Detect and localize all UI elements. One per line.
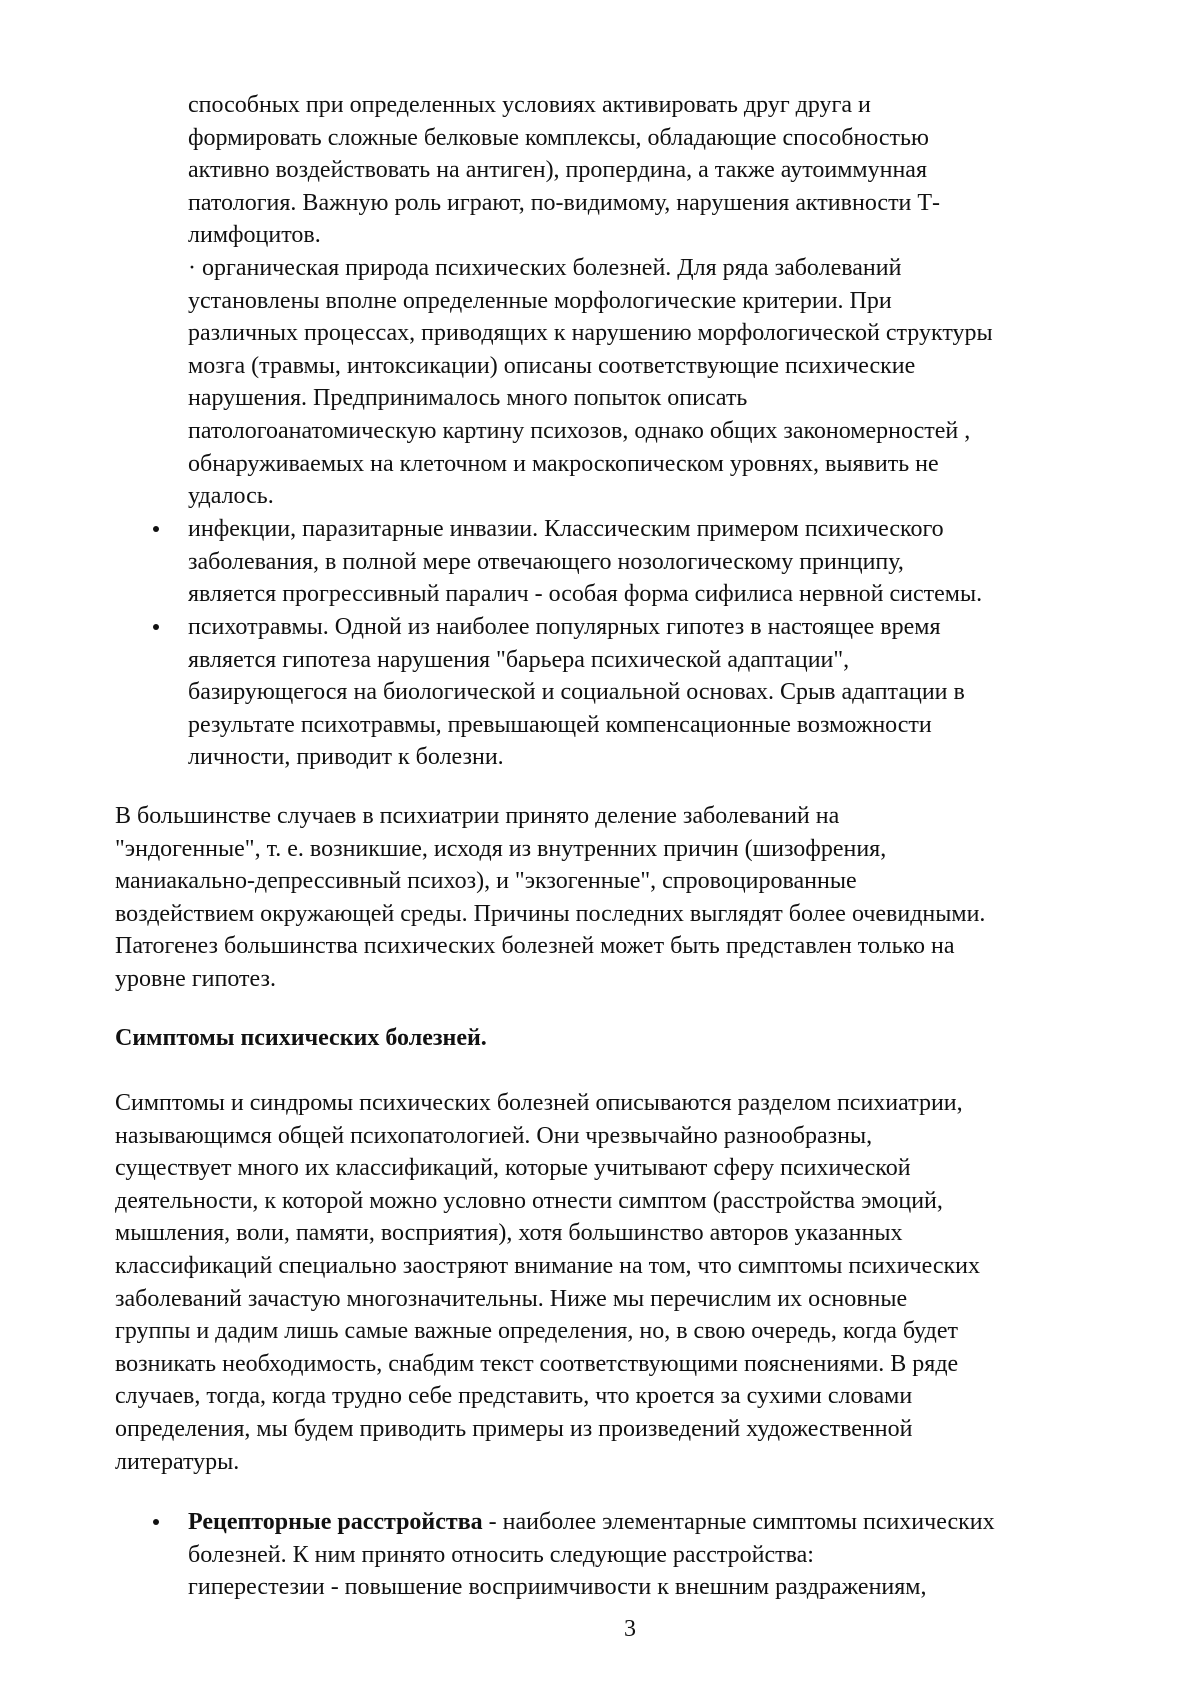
text-line: уровне гипотез. <box>115 965 276 992</box>
text-line: болезней. К ним принято относить следующие расстройства: <box>188 1541 814 1568</box>
text-line: является прогрессивный паралич - особая форма сифилиса нервной системы. <box>188 581 983 608</box>
text-line: Патогенез большинства психических болезней может быть представлен только на <box>115 933 955 960</box>
text-line: случаев, тогда, когда трудно себе представить, что кроется за сухими словами <box>115 1383 913 1410</box>
text-line: патологоанатомическую картину психозов, однако общих закономерностей , <box>188 417 971 444</box>
text-line: литературы. <box>115 1448 240 1475</box>
text-line: существует много их классификаций, которые учитывают сферу психической <box>115 1155 911 1182</box>
text-line: результате психотравмы, превышающей компенсационные возможности <box>188 711 932 738</box>
list-item-psychotrauma <box>188 611 965 774</box>
text-line: воздействием окружающей среды. Причины последних выглядят более очевидными. <box>115 900 986 927</box>
text-line: лимфоцитов. <box>188 222 321 249</box>
term-definition: - наиболее элементарные симптомы психических <box>482 1509 995 1535</box>
text-line: формировать сложные белковые комплексы, обладающие способностью <box>188 124 929 151</box>
text-line: мышления, воли, памяти, восприятия), хотя большинство авторов указанных <box>115 1220 903 1247</box>
text-line <box>188 1506 995 1539</box>
text-line: базирующегося на биологической и социальной основах. Срыв адаптации в <box>188 679 965 706</box>
text-line: возникать необходимость, снабдим текст соответствующими пояснениями. В ряде <box>115 1350 959 1377</box>
text-line: определения, мы будем приводить примеры из произведений художественной <box>115 1415 913 1442</box>
text-line: Симптомы и синдромы психических болезней описываются разделом психиатрии, <box>115 1090 963 1116</box>
text-line: · органическая природа психических болезней. Для ряда заболеваний <box>188 254 902 281</box>
text-line: В большинстве случаев в психиатрии принято деление заболеваний на <box>115 803 840 829</box>
bullet-icon <box>150 513 162 546</box>
text-line: инфекции, паразитарные инвазии. Классическим примером психического <box>188 516 944 542</box>
paragraph-endogenous <box>115 800 985 996</box>
text-line: называющимся общей психопатологией. Они чрезвычайно разнообразны, <box>115 1122 873 1149</box>
section-heading: Симптомы психических болезней. <box>115 1025 487 1051</box>
text-line: гиперестезии - повышение восприимчивости к внешним раздражениям, <box>188 1574 927 1601</box>
text-line: обнаруживаемых на клеточном и макроскопическом уровнях, выявить не <box>188 450 939 477</box>
text-line: деятельности, к которой можно условно отнести симптом (расстройства эмоций, <box>115 1187 943 1214</box>
text-line: заболеваний зачастую многозначительны. Ниже мы перечислим их основные <box>115 1285 908 1312</box>
continuation-paragraph <box>188 89 993 513</box>
text-line: личности, приводит к болезни. <box>188 744 504 771</box>
list-item-infections <box>188 513 982 611</box>
text-line: классификаций специально заостряют внимание на том, что симптомы психических <box>115 1252 980 1279</box>
text-line: активно воздействовать на антиген), пропердина, а также аутоиммунная <box>188 157 927 184</box>
bullet-icon <box>150 611 162 644</box>
text-line: патология. Важную роль играют, по-видимому, нарушения активности Т- <box>188 189 941 216</box>
text-line: нарушения. Предпринималось много попыток описать <box>188 385 748 412</box>
text-line: психотравмы. Одной из наиболее популярных гипотез в настоящее время <box>188 614 941 640</box>
text-line: различных процессах, приводящих к нарушению морфологической структуры <box>188 320 993 347</box>
paragraph-symptoms <box>115 1087 980 1478</box>
page-number: 3 <box>624 1616 636 1642</box>
list-item-receptor-disorders <box>188 1506 995 1604</box>
term-bold: Рецепторные расстройства <box>188 1509 483 1535</box>
text-line: "эндогенные", т. е. возникшие, исходя из внутренних причин (шизофрения, <box>115 835 887 862</box>
text-line: мозга (травмы, интоксикации) описаны соответствующие психические <box>188 352 916 379</box>
text-line: маниакально-депрессивный психоз), и "экзогенные", спровоцированные <box>115 868 857 895</box>
text-line: способных при определенных условиях активировать друг друга и <box>188 92 871 118</box>
text-line: группы и дадим лишь самые важные определения, но, в свою очередь, когда будет <box>115 1318 958 1345</box>
text-line: установлены вполне определенные морфологические критерии. При <box>188 287 892 314</box>
text-line: удалось. <box>188 483 274 510</box>
text-line: заболевания, в полной мере отвечающего нозологическому принципу, <box>188 548 904 575</box>
bullet-icon <box>150 1506 162 1539</box>
text-line: является гипотеза нарушения "барьера психической адаптации", <box>188 646 850 673</box>
